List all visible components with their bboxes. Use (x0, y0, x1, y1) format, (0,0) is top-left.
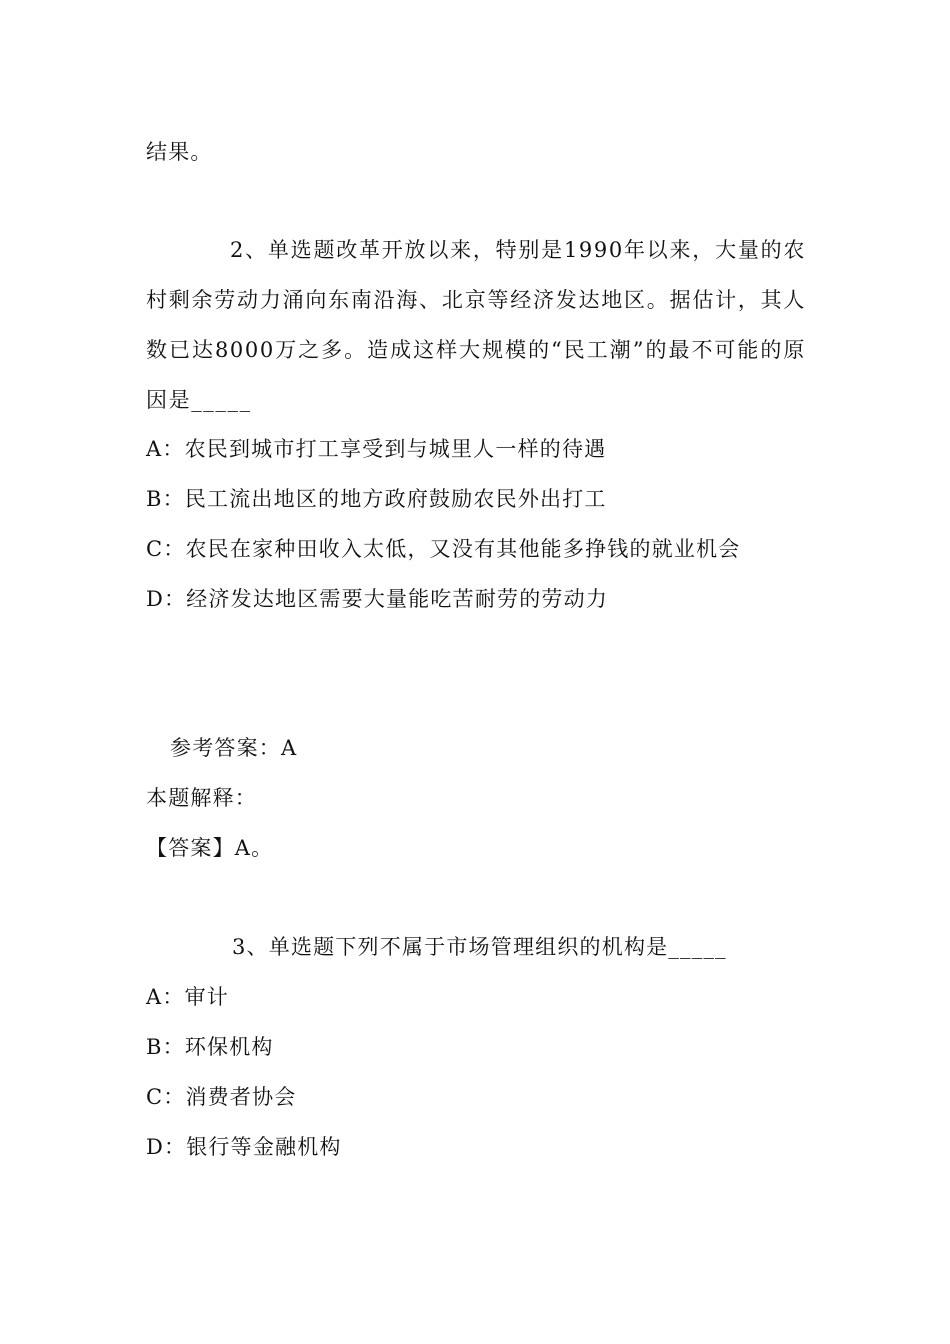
question-3-option-b: B：环保机构 (146, 1035, 274, 1059)
question-2-stem: 2、单选题改革开放以来，特别是1990年以来，大量的农村剩余劳动力涌向东南沿海、北京等经济发达地区。据估计，其人数已达8000万之多。造成这样大规模的“民工潮”的最不可能的原因是_____ (146, 238, 806, 412)
question-3-stem: 3、单选题下列不属于市场管理组织的机构是_____ (232, 935, 727, 959)
question-2-explain-text: 【答案】A。 (146, 836, 274, 860)
question-2-answer: 参考答案：A (170, 736, 298, 760)
question-2-option-c: C：农民在家种田收入太低，又没有其他能多挣钱的就业机会 (146, 537, 741, 561)
question-2-option-a: A：农民到城市打工享受到与城里人一样的待遇 (146, 437, 607, 461)
question-3-option-c: C：消费者协会 (146, 1085, 297, 1109)
question-2-option-b: B：民工流出地区的地方政府鼓励农民外出打工 (146, 487, 607, 511)
continuation-text: 结果。 (146, 140, 213, 164)
question-2-explain-label: 本题解释： (146, 786, 257, 810)
question-2-option-d: D：经济发达地区需要大量能吃苦耐劳的劳动力 (146, 587, 609, 611)
question-3-option-d: D：银行等金融机构 (146, 1135, 342, 1159)
question-3-option-a: A：审计 (146, 985, 229, 1009)
